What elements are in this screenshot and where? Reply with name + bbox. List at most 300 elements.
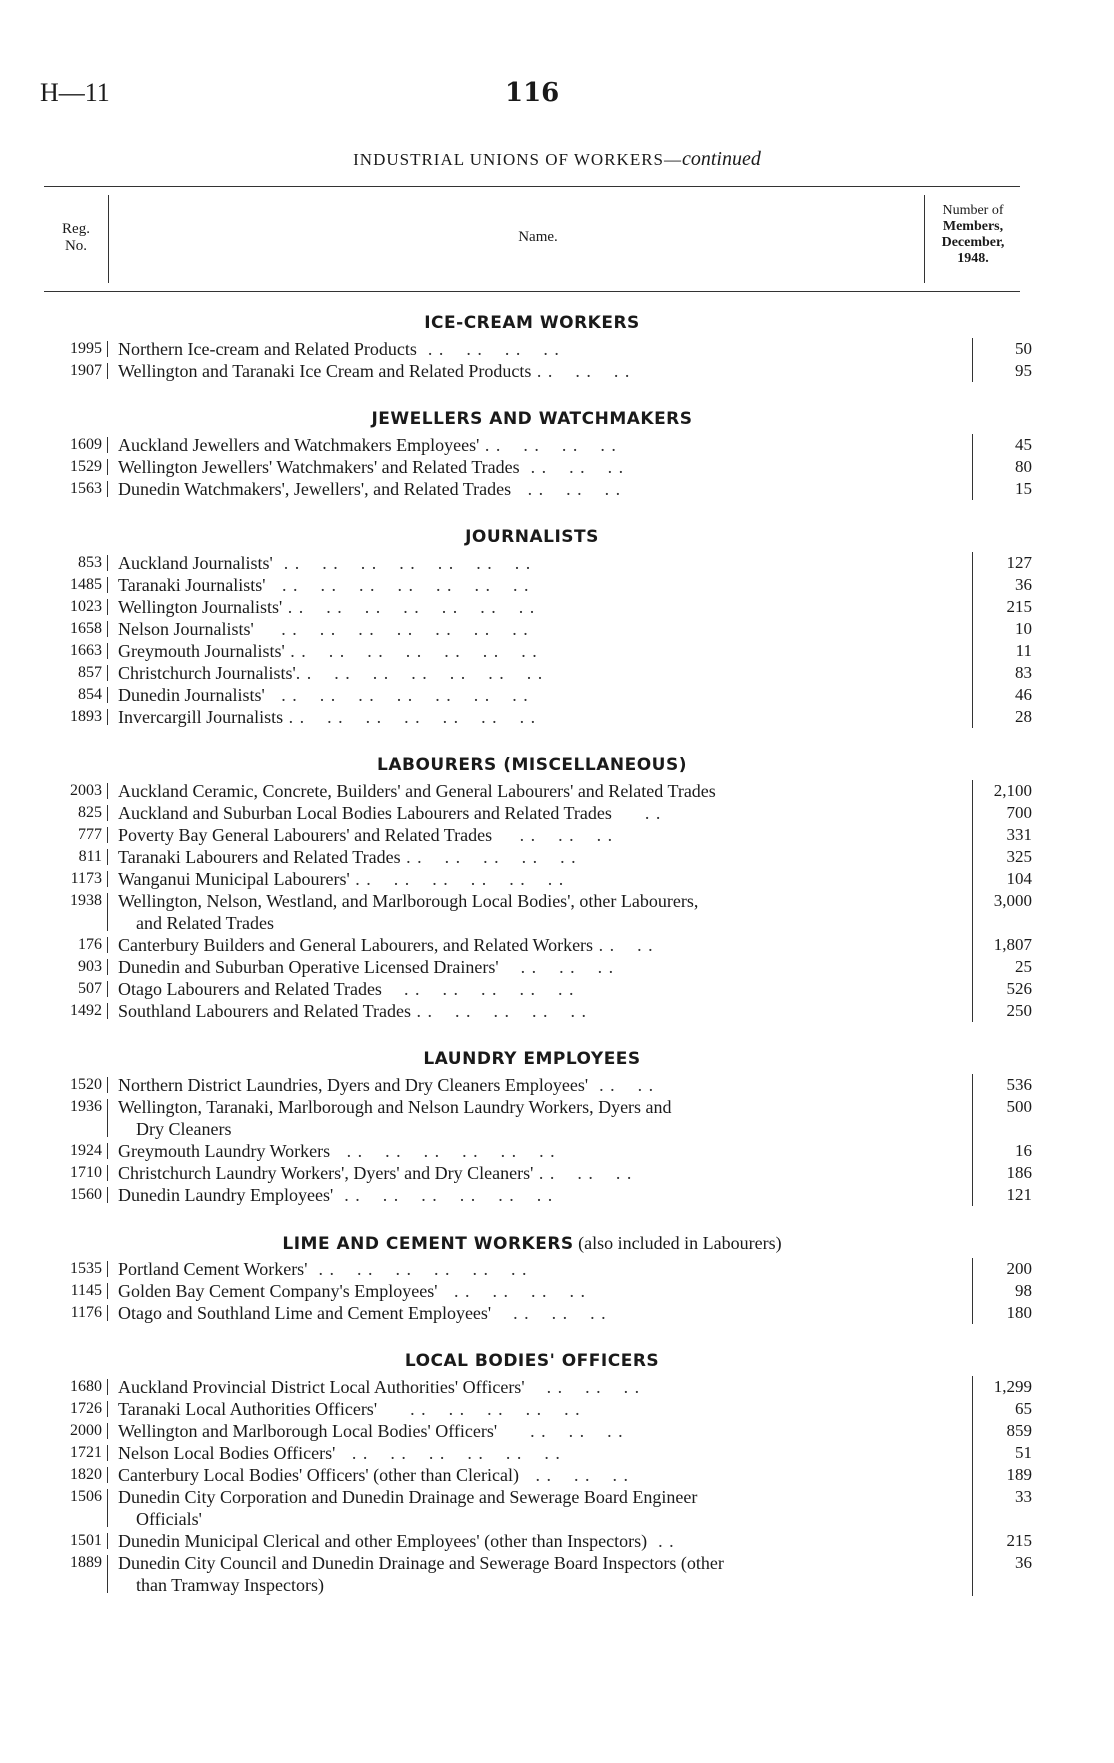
dot-leader: . . . . . . . . . . . . <box>349 869 565 889</box>
section-spacer <box>44 1206 1020 1232</box>
row-divider <box>102 824 112 846</box>
section <box>44 526 1032 754</box>
table-row <box>44 552 1032 574</box>
table-row <box>44 706 1032 728</box>
union-name <box>112 1162 972 1184</box>
reg-header-line1: Reg. <box>62 221 90 237</box>
table-row <box>44 824 1032 846</box>
reg-number: 777 <box>78 826 102 843</box>
row-divider <box>102 338 112 360</box>
reg-number: 1529 <box>70 458 102 475</box>
row-divider <box>102 1464 112 1486</box>
reg-number: 1535 <box>70 1260 102 1277</box>
dot-leader: . . . . . . . . . . <box>377 1399 581 1419</box>
section-heading <box>44 1350 1020 1372</box>
table-row <box>44 1162 1032 1184</box>
row-divider <box>102 1486 112 1530</box>
union-name <box>112 802 972 824</box>
union-name <box>112 1074 972 1096</box>
union-name-text: Auckland Jewellers and Watchmakers Employees' <box>118 435 480 455</box>
reg-number: 1485 <box>70 576 102 593</box>
reg-number: 1907 <box>70 362 102 379</box>
union-name <box>112 1280 972 1302</box>
section-rows <box>44 1074 1032 1206</box>
dot-leader: . . . . . . . . . . <box>400 847 577 867</box>
row-divider <box>102 1530 112 1552</box>
row-divider <box>102 596 112 618</box>
member-count: 215 <box>1006 597 1032 616</box>
table-header <box>44 186 1020 292</box>
table-row <box>44 1464 1032 1486</box>
member-count: 25 <box>1015 957 1032 976</box>
table-row <box>44 640 1032 662</box>
union-name-text: Northern District Laundries, Dyers and Dry Cleaners Employees' <box>118 1075 589 1095</box>
dot-leader: . . . . . . <box>519 1465 630 1485</box>
union-name-text: Otago and Southland Lime and Cement Employees' <box>118 1303 492 1323</box>
column-header-reg <box>44 221 108 255</box>
union-name-text: Otago Labourers and Related Trades <box>118 979 382 999</box>
union-name <box>112 978 972 1000</box>
row-divider <box>102 934 112 956</box>
member-count: 10 <box>1015 619 1032 638</box>
table-row <box>44 596 1032 618</box>
union-name-text: Wellington, Nelson, Westland, and Marlborough Local Bodies', other Labourers, and Related Trades <box>118 891 699 933</box>
union-name <box>112 456 972 478</box>
union-name <box>112 890 972 934</box>
dot-leader: . . . . . . . . <box>479 435 617 455</box>
union-name-text: Dunedin City Corporation and Dunedin Drainage and Sewerage Board Engineer Officials' <box>118 1487 698 1529</box>
dot-leader: . . . . . . . . . . . . <box>333 1185 554 1205</box>
member-count: 121 <box>1006 1185 1032 1204</box>
member-count: 186 <box>1006 1163 1032 1182</box>
union-name <box>112 1552 972 1596</box>
union-name <box>112 1000 972 1022</box>
table-row <box>44 1074 1032 1096</box>
section-heading-text: LOCAL BODIES' OFFICERS <box>404 1351 660 1371</box>
section-heading <box>44 1232 1020 1254</box>
union-name-text: Taranaki Labourers and Related Trades <box>118 847 401 867</box>
section-heading-text: JOURNALISTS <box>465 527 599 547</box>
dot-leader: . . . . . . <box>533 1163 633 1183</box>
reg-number: 1924 <box>70 1142 102 1159</box>
union-name-text: Auckland Provincial District Local Authorities' Officers' <box>118 1377 525 1397</box>
section <box>44 754 1032 1048</box>
section-heading-text: LIME AND CEMENT WORKERS <box>282 1234 574 1254</box>
table-row <box>44 1140 1032 1162</box>
reg-number: 825 <box>78 804 102 821</box>
union-name <box>112 780 972 802</box>
row-divider <box>102 1096 112 1140</box>
table-row <box>44 1280 1032 1302</box>
member-count: 104 <box>1006 869 1032 888</box>
section-heading <box>44 754 1020 776</box>
row-divider <box>102 890 112 934</box>
section <box>44 408 1032 526</box>
row-divider <box>102 552 112 574</box>
reg-number: 1721 <box>70 1444 102 1461</box>
dot-leader: . . . . <box>593 935 654 955</box>
union-name-text: Taranaki Journalists' <box>118 575 266 595</box>
union-name-text: Dunedin Watchmakers', Jewellers', and Related Trades <box>118 479 512 499</box>
members-header-line1: Number of <box>942 203 1004 218</box>
dot-leader: . . . . . . . . . . . . <box>330 1141 556 1161</box>
members-header-line3: December, <box>941 235 1005 250</box>
section-heading <box>44 312 1020 334</box>
union-name <box>112 1376 972 1398</box>
member-count: 700 <box>1006 803 1032 822</box>
row-divider <box>102 846 112 868</box>
section-heading <box>44 1048 1020 1070</box>
section-heading-text: LAUNDRY EMPLOYEES <box>423 1049 641 1069</box>
table-row <box>44 1096 1032 1140</box>
row-divider <box>102 1258 112 1280</box>
row-divider <box>102 1074 112 1096</box>
union-name-text: Golden Bay Cement Company's Employees' <box>118 1281 438 1301</box>
dot-leader: . . . . . . <box>492 825 614 845</box>
member-count: 526 <box>1006 979 1032 998</box>
dot-leader: . . . . . . . . . . . . . . <box>272 553 532 573</box>
dot-leader: . . . . . . . . . . . . . . <box>264 685 529 705</box>
table-row <box>44 662 1032 684</box>
member-count: 250 <box>1006 1001 1032 1020</box>
row-divider <box>102 1376 112 1398</box>
column-divider <box>924 195 925 283</box>
table-row <box>44 1442 1032 1464</box>
member-count: 1,807 <box>993 935 1032 954</box>
table-row <box>44 1530 1032 1552</box>
table-row <box>44 1420 1032 1442</box>
dot-leader: . . . . . . . . <box>437 1281 586 1301</box>
dot-leader: . . <box>647 1531 675 1551</box>
union-name <box>112 618 972 640</box>
table-row <box>44 890 1032 934</box>
union-name <box>112 596 972 618</box>
reg-number: 1609 <box>70 436 102 453</box>
table-row <box>44 868 1032 890</box>
member-count: 200 <box>1006 1259 1032 1278</box>
union-name-text: Christchurch Laundry Workers', Dyers' and Dry Cleaners' <box>118 1163 534 1183</box>
row-divider <box>102 662 112 684</box>
reg-header-line2: No. <box>64 238 88 254</box>
member-count: 33 <box>1015 1487 1032 1506</box>
union-name <box>112 706 972 728</box>
union-name <box>112 1096 972 1140</box>
union-name-text: Northern Ice-cream and Related Products <box>118 339 417 359</box>
reg-number: 1658 <box>70 620 102 637</box>
reg-number: 1663 <box>70 642 102 659</box>
dot-leader: . . . . . . . . . . . . . . <box>295 663 544 683</box>
union-name <box>112 934 972 956</box>
reg-number: 1710 <box>70 1164 102 1181</box>
union-name <box>112 1302 972 1324</box>
row-divider <box>102 706 112 728</box>
member-count: 859 <box>1006 1421 1032 1440</box>
union-name-text: Nelson Journalists' <box>118 619 254 639</box>
row-divider <box>102 684 112 706</box>
union-name <box>112 868 972 890</box>
dot-leader: . . . . . . . . . . <box>381 979 575 999</box>
section-rows <box>44 1376 1032 1596</box>
row-divider <box>102 1552 112 1596</box>
reg-number: 1889 <box>70 1554 102 1571</box>
union-name <box>112 1486 972 1530</box>
section-rows <box>44 434 1032 500</box>
reg-number: 853 <box>78 554 102 571</box>
union-name <box>112 478 972 500</box>
section-heading-text: JEWELLERS AND WATCHMAKERS <box>371 409 693 429</box>
column-header-name: Name. <box>518 229 558 245</box>
member-count: 28 <box>1015 707 1032 726</box>
union-name <box>112 640 972 662</box>
reg-number: 1995 <box>70 340 102 357</box>
table-row <box>44 338 1032 360</box>
reg-number: 1936 <box>70 1098 102 1115</box>
reg-number: 1563 <box>70 480 102 497</box>
dot-leader: . . . . . . . . <box>416 339 560 359</box>
section-heading-text: ICE-CREAM WORKERS <box>424 313 640 333</box>
table-row <box>44 360 1032 382</box>
reg-number: 507 <box>78 980 102 997</box>
reg-number: 857 <box>78 664 102 681</box>
member-count: 180 <box>1006 1303 1032 1322</box>
member-count: 80 <box>1015 457 1032 476</box>
section-spacer <box>44 728 1020 754</box>
table-row <box>44 478 1032 500</box>
reg-number: 2000 <box>70 1422 102 1439</box>
union-name <box>112 846 972 868</box>
reg-number: 811 <box>78 848 102 865</box>
union-name <box>112 824 972 846</box>
table-row <box>44 1398 1032 1420</box>
union-name-text: Greymouth Journalists' <box>118 641 285 661</box>
dot-leader: . . . . <box>588 1075 655 1095</box>
dot-leader: . . . . . . <box>511 479 622 499</box>
table-row <box>44 684 1032 706</box>
reg-number: 903 <box>78 958 102 975</box>
union-name-text: Canterbury Local Bodies' Officers' (other than Clerical) <box>118 1465 520 1485</box>
section-rows <box>44 1258 1032 1324</box>
row-divider <box>102 1184 112 1206</box>
section-spacer <box>44 1324 1020 1350</box>
section-heading-text: LABOURERS (MISCELLANEOUS) <box>377 755 687 775</box>
row-divider <box>102 802 112 824</box>
reg-number: 1520 <box>70 1076 102 1093</box>
section <box>44 1048 1032 1232</box>
reg-number: 1506 <box>70 1488 102 1505</box>
reg-number: 1820 <box>70 1466 102 1483</box>
dot-leader: . . . . . . <box>524 1377 641 1397</box>
table-row <box>44 1302 1032 1324</box>
union-name-text: Wellington and Marlborough Local Bodies' Officers' <box>118 1421 498 1441</box>
table-row <box>44 978 1032 1000</box>
row-divider <box>102 618 112 640</box>
row-divider <box>102 1420 112 1442</box>
union-table <box>44 312 1032 1596</box>
union-name <box>112 1442 972 1464</box>
union-name-text: Wanganui Municipal Labourers' <box>118 869 350 889</box>
union-name <box>112 1530 972 1552</box>
dot-leader: . . . . . . . . . . . . . . <box>283 707 537 727</box>
dot-leader: . . . . . . . . . . . . <box>335 1443 561 1463</box>
union-name-text: Christchurch Journalists' <box>118 663 296 683</box>
row-divider <box>102 868 112 890</box>
dot-leader: . . . . . . . . . . . . . . <box>282 597 536 617</box>
section-heading <box>44 408 1020 430</box>
union-name-text: Portland Cement Workers' <box>118 1259 308 1279</box>
union-name-text: Wellington Journalists' <box>118 597 283 617</box>
column-header-members <box>926 203 1020 267</box>
union-name-text: Poverty Bay General Labourers' and Related Trades <box>118 825 493 845</box>
table-row <box>44 434 1032 456</box>
row-divider <box>102 1442 112 1464</box>
union-name <box>112 1398 972 1420</box>
union-name <box>112 434 972 456</box>
union-name <box>112 574 972 596</box>
reg-number: 1501 <box>70 1532 102 1549</box>
member-count: 2,100 <box>993 781 1032 800</box>
member-count: 16 <box>1015 1141 1032 1160</box>
union-name-text: Auckland Ceramic, Concrete, Builders' and General Labourers' and Related Trades <box>118 781 716 801</box>
member-count: 215 <box>1006 1531 1032 1550</box>
union-name-text: Wellington and Taranaki Ice Cream and Related Products <box>118 361 532 381</box>
member-count: 98 <box>1015 1281 1032 1300</box>
member-count: 11 <box>1015 641 1032 660</box>
union-name <box>112 956 972 978</box>
reg-number: 1176 <box>70 1304 102 1321</box>
reg-number: 1145 <box>70 1282 102 1299</box>
union-name-text: Wellington, Taranaki, Marlborough and Nelson Laundry Workers, Dyers and Dry Cleaners <box>118 1097 672 1139</box>
reg-number: 1023 <box>70 598 102 615</box>
member-count: 36 <box>1015 1553 1032 1572</box>
union-name-text: Greymouth Laundry Workers <box>118 1141 331 1161</box>
member-count: 45 <box>1015 435 1032 454</box>
union-name-text: Southland Labourers and Related Trades <box>118 1001 411 1021</box>
dot-leader: . . . . . . <box>497 1421 624 1441</box>
member-count: 36 <box>1015 575 1032 594</box>
dot-leader: . . . . . . . . . . . . . . <box>265 575 530 595</box>
dot-leader: . . . . . . <box>519 457 625 477</box>
reg-number: 1492 <box>70 1002 102 1019</box>
union-name-text: Dunedin and Suburban Operative Licensed Drainers' <box>118 957 499 977</box>
union-name-text: Dunedin Municipal Clerical and other Employees' (other than Inspectors) <box>118 1531 648 1551</box>
reg-number: 1680 <box>70 1378 102 1395</box>
table-row <box>44 780 1032 802</box>
member-count: 83 <box>1015 663 1032 682</box>
page-title-main: INDUSTRIAL UNIONS OF WORKERS— <box>353 150 682 169</box>
table-row <box>44 802 1032 824</box>
union-name <box>112 1420 972 1442</box>
member-count: 95 <box>1015 361 1032 380</box>
table-row <box>44 934 1032 956</box>
row-divider <box>102 1162 112 1184</box>
page-title-suffix: continued <box>682 148 761 170</box>
section-heading-note: (also included in Labourers) <box>573 1233 782 1253</box>
union-name <box>112 1464 972 1486</box>
table-row <box>44 1486 1032 1530</box>
dot-leader: . . . . . . . . . . . . <box>307 1259 528 1279</box>
section-spacer <box>44 1022 1020 1048</box>
section <box>44 1350 1032 1596</box>
union-name <box>112 1258 972 1280</box>
union-name <box>112 1184 972 1206</box>
union-name <box>112 684 972 706</box>
table-row <box>44 956 1032 978</box>
members-header-line4: 1948. <box>957 251 989 266</box>
row-divider <box>102 478 112 500</box>
row-divider <box>102 1000 112 1022</box>
member-count: 127 <box>1006 553 1032 572</box>
member-count: 51 <box>1015 1443 1032 1462</box>
row-divider <box>102 360 112 382</box>
member-count: 50 <box>1015 339 1032 358</box>
row-divider <box>102 780 112 802</box>
dot-leader: . . . . . . <box>498 957 615 977</box>
row-divider <box>102 574 112 596</box>
member-count: 331 <box>1006 825 1032 844</box>
union-name-text: Dunedin City Council and Dunedin Drainage and Sewerage Board Inspectors (other than Tramway Inspectors) <box>118 1553 724 1595</box>
union-name-text: Dunedin Journalists' <box>118 685 265 705</box>
row-divider <box>102 1398 112 1420</box>
table-row <box>44 1258 1032 1280</box>
table-row <box>44 456 1032 478</box>
dot-leader: . . . . . . <box>491 1303 607 1323</box>
section-spacer <box>44 500 1020 526</box>
row-divider <box>102 1302 112 1324</box>
table-row <box>44 574 1032 596</box>
union-name-text: Dunedin Laundry Employees' <box>118 1185 334 1205</box>
union-name <box>112 662 972 684</box>
section <box>44 312 1032 408</box>
reg-number: 1938 <box>70 892 102 909</box>
table-row <box>44 1376 1032 1398</box>
member-count: 1,299 <box>993 1377 1032 1396</box>
union-name <box>112 338 972 360</box>
dot-leader: . . . . . . . . . . . . . . <box>284 641 538 661</box>
dot-leader: . . . . . . . . . . <box>410 1001 587 1021</box>
reg-number: 854 <box>78 686 102 703</box>
union-name <box>112 360 972 382</box>
union-name-text: Nelson Local Bodies Officers' <box>118 1443 336 1463</box>
table-row <box>44 846 1032 868</box>
union-name-text: Auckland Journalists' <box>118 553 273 573</box>
row-divider <box>102 956 112 978</box>
union-name-text: Canterbury Builders and General Labourers, and Related Workers <box>118 935 594 955</box>
row-divider <box>102 456 112 478</box>
row-divider <box>102 1280 112 1302</box>
table-row <box>44 618 1032 640</box>
section-rows <box>44 338 1032 382</box>
page-header <box>40 78 1080 118</box>
dot-leader: . . . . . . <box>531 361 631 381</box>
row-divider <box>102 1140 112 1162</box>
member-count: 500 <box>1006 1097 1032 1116</box>
reg-number: 2003 <box>70 782 102 799</box>
section-rows <box>44 780 1032 1022</box>
section-spacer <box>44 382 1020 408</box>
member-count: 15 <box>1015 479 1032 498</box>
union-name-text: Auckland and Suburban Local Bodies Labourers and Related Trades <box>118 803 612 823</box>
page-number: 116 <box>505 78 560 108</box>
member-count: 189 <box>1006 1465 1032 1484</box>
row-divider <box>102 434 112 456</box>
row-divider <box>102 640 112 662</box>
table-row <box>44 1184 1032 1206</box>
section-rows <box>44 552 1032 728</box>
members-header-line2: Members, <box>942 219 1004 234</box>
union-name-text: Taranaki Local Authorities Officers' <box>118 1399 378 1419</box>
union-name-text: Wellington Jewellers' Watchmakers' and Related Trades <box>118 457 520 477</box>
member-count: 536 <box>1006 1075 1032 1094</box>
